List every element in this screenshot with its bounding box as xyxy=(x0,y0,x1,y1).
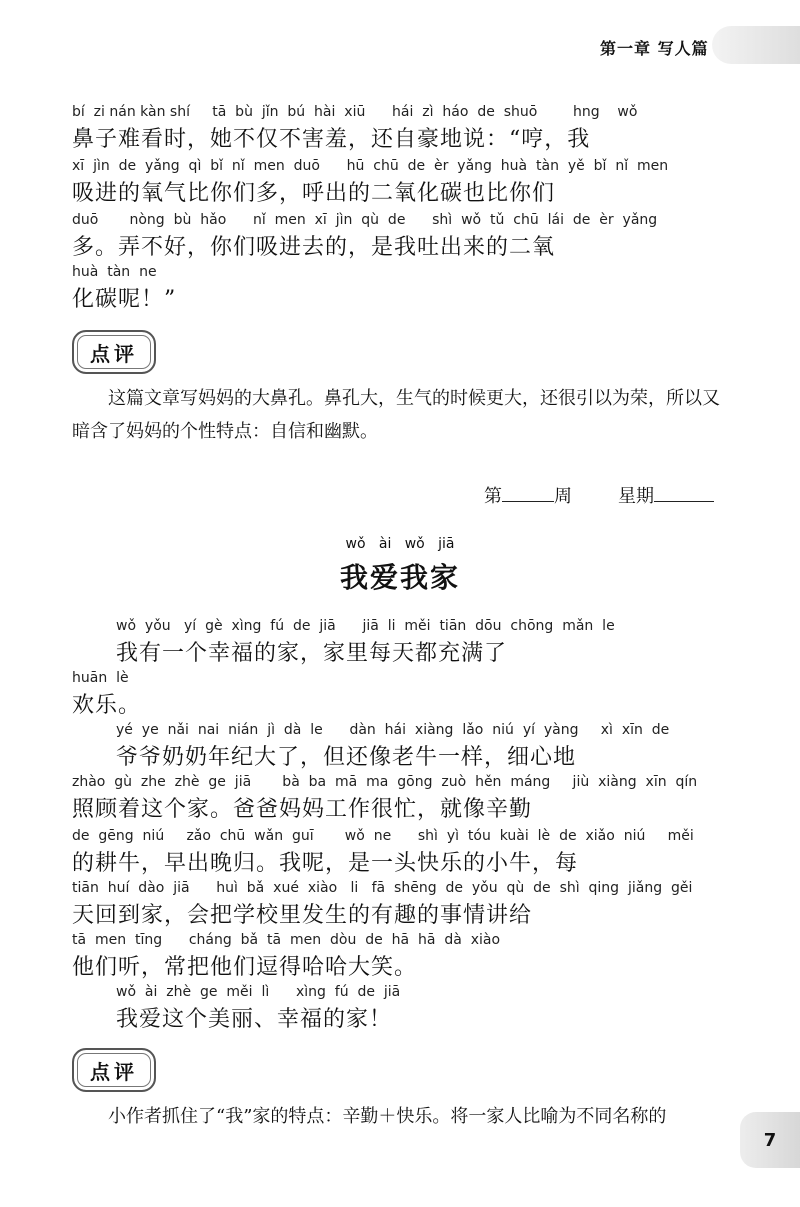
header-tab-decoration xyxy=(712,26,800,64)
text-line: 的耕牛，早出晚归。我呢，是一头快乐的小牛，每 xyxy=(72,851,579,876)
week-blank xyxy=(502,501,554,502)
pinyin-line: huān lè xyxy=(72,670,129,686)
text-line: 我爱这个美丽、幸福的家！ xyxy=(116,1007,393,1032)
weekday-label: 星期 xyxy=(618,486,654,507)
pinyin-line: wǒ ài zhè ge měi lì xìng fú de jiā xyxy=(116,984,401,1000)
comment-text: 这篇文章写妈妈的大鼻孔。鼻孔大，生气的时候更大，还很引以为荣，所以又暗含了妈妈的个性特点：自信和幽默。 xyxy=(72,388,720,442)
pinyin-line: de gēng niú zǎo chū wǎn guī wǒ ne shì yì tóu kuài lè de xiǎo niú měi xyxy=(72,828,694,844)
text-line: 爷爷奶奶年纪大了，但还像老牛一样，细心地 xyxy=(116,745,577,770)
week-date-line xyxy=(484,482,714,508)
text-line: 他们听，常把他们逗得哈哈大笑。 xyxy=(72,955,418,980)
pinyin-line: bí zi nán kàn shí tā bù jǐn bú hài xiū hái zì háo de shuō hng wǒ xyxy=(72,104,638,120)
pinyin-line: duō nòng bù hǎo nǐ men xī jìn qù de shì wǒ tǔ chū lái de èr yǎng xyxy=(72,212,658,228)
pinyin-line: wǒ yǒu yí gè xìng fú de jiā jiā li měi tiān dōu chōng mǎn le xyxy=(116,618,615,634)
text-line: 吸进的氧气比你们多，呼出的二氧化碳也比你们 xyxy=(72,181,556,206)
pinyin-line: tiān huí dào jiā huì bǎ xué xiào li fā shēng de yǒu qù de shì qing jiǎng gěi xyxy=(72,880,693,896)
article-title: 我爱我家 xyxy=(339,561,460,594)
text-line: 化碳呢！” xyxy=(72,287,177,312)
pinyin-line: tā men tīng cháng bǎ tā men dòu de hā hā dà xiào xyxy=(72,932,501,948)
comment-label: 点评 xyxy=(72,330,156,374)
week-prefix: 第 xyxy=(484,486,502,507)
chapter-header: 第一章 写人篇 xyxy=(600,39,709,58)
comment-text: 小作者抓住了“我”家的特点：辛勤＋快乐。将一家人比喻为不同名称的 xyxy=(108,1106,667,1127)
text-line: 欢乐。 xyxy=(72,693,142,718)
pinyin-line: zhào gù zhe zhè ge jiā bà ba mā ma gōng zuò hěn máng jiù xiàng xīn qín xyxy=(72,774,698,790)
weekday-blank xyxy=(654,501,714,502)
comment-label: 点评 xyxy=(72,1048,156,1092)
title-pinyin: wǒ ài wǒ jiā xyxy=(345,536,455,552)
text-line: 我有一个幸福的家，家里每天都充满了 xyxy=(116,641,508,666)
week-middle: 周 xyxy=(554,486,572,507)
text-line: 天回到家，会把学校里发生的有趣的事情讲给 xyxy=(72,903,533,928)
pinyin-line: huà tàn ne xyxy=(72,264,157,280)
pinyin-line: yé ye nǎi nai nián jì dà le dàn hái xiàng lǎo niú yí yàng xì xīn de xyxy=(116,722,670,738)
text-line: 鼻子难看时，她不仅不害羞，还自豪地说：“哼，我 xyxy=(72,127,591,152)
text-line: 照顾着这个家。爸爸妈妈工作很忙，就像辛勤 xyxy=(72,797,533,822)
pinyin-line: xī jìn de yǎng qì bǐ nǐ men duō hū chū de èr yǎng huà tàn yě bǐ nǐ men xyxy=(72,158,669,174)
text-line: 多。弄不好，你们吸进去的，是我吐出来的二氧 xyxy=(72,235,556,260)
page-number: 7 xyxy=(740,1112,800,1168)
